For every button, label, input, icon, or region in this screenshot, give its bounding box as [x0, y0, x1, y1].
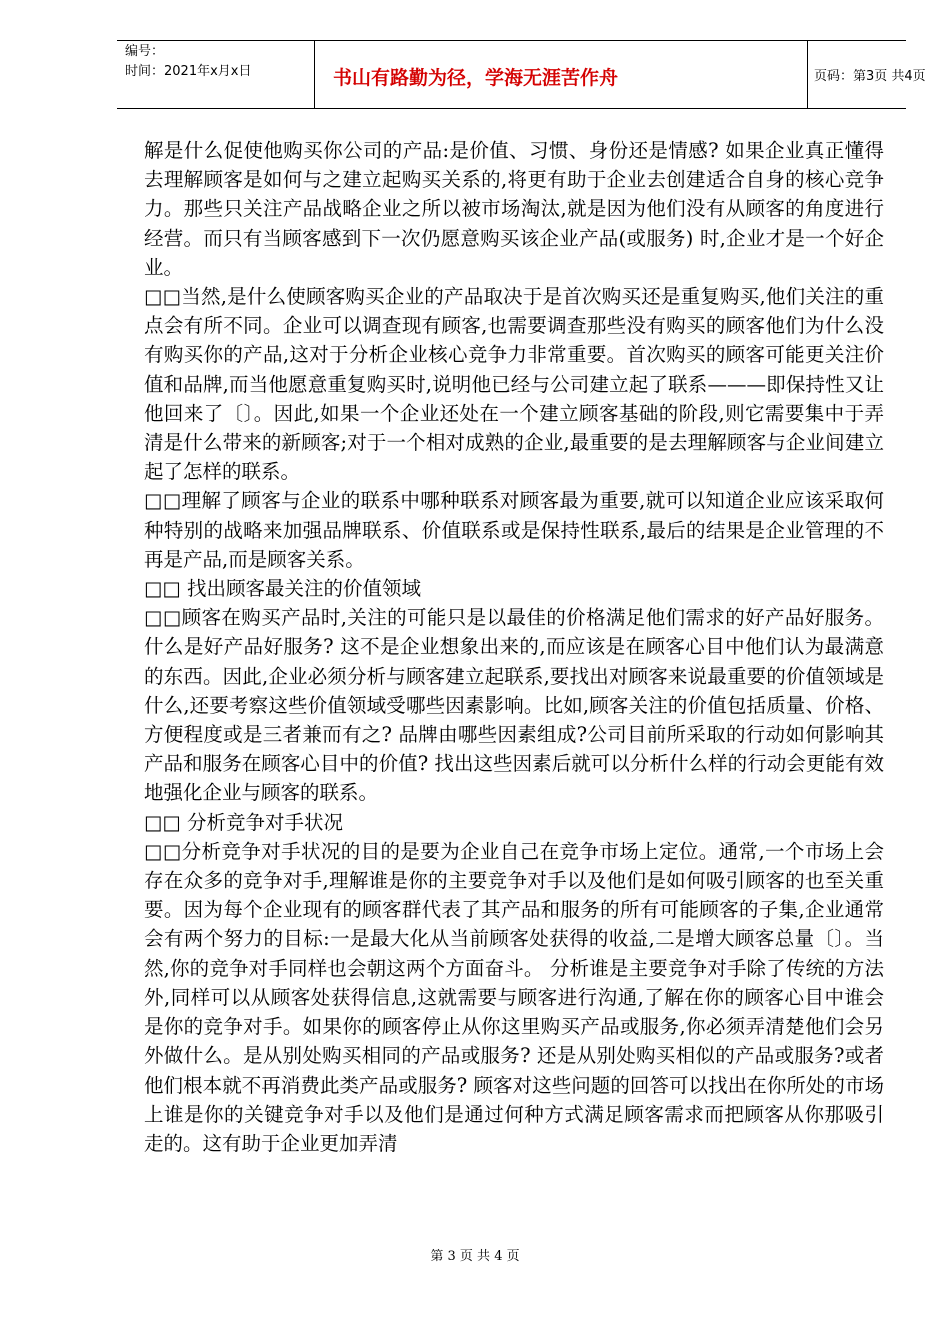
paragraph: 解是什么促使他购买你公司的产品:是价值、习惯、身份还是情感? 如果企业真正懂得去理解顾客是如何与之建立起购买关系的,将更有助于企业去创建适合自身的核心竞争力。那些只关注产品战略企业之所以被市场淘汰,就是因为他们没有从顾客的角度进行经营。而只有当顾客感到下一次仍愿意购买该企业产品(或服务) 时,企业才是一个好企业。	[144, 139, 884, 279]
header-page-number: 页码：第3页 共4页	[814, 69, 926, 84]
header-page-cell	[806, 41, 926, 108]
paragraph: □□顾客在购买产品时,关注的可能只是以最佳的价格满足他们需求的好产品好服务。什么是好产品好服务? 这不是企业想象出来的,而应该是在顾客心目中他们认为最满意的东西。因此,企业必须分析与顾客建立起联系,要找出对顾客来说最重要的价值领域是什么,还要考察这些价值领域受哪些因素影响。比如,顾客关注的价值包括质量、价格、方便程度或是三者兼而有之? 品牌由哪些因素组成?公司目前所采取的行动如何影响其产品和服务在顾客心目中的价值? 找出这些因素后就可以分析什么样的行动会更能有效地强化企业与顾客的联系。	[144, 606, 884, 805]
page-footer: 第 3 页 共 4 页	[430, 1249, 520, 1264]
header-motto-cell	[314, 41, 808, 108]
section-heading: □□ 找出顾客最关注的价值领域	[144, 577, 422, 601]
document-body	[144, 136, 884, 1158]
page-header	[117, 40, 926, 109]
code-label: 编号：	[125, 44, 165, 59]
paragraph: □□分析竞争对手状况的目的是要为企业自己在竞争市场上定位。通常,一个市场上会存在众多的竞争对手,理解谁是你的主要竞争对手以及他们是如何吸引顾客的也至关重要。因为每个企业现有的顾客群代表了其产品和服务的所有可能顾客的子集,企业通常会有两个努力的目标:一是最大化从当前顾客处获得的收益,二是增大顾客总量〔〕。当然,你的竞争对手同样也会朝这两个方面奋斗。 分析谁是主要竞争对手除了传统的方法外,同样可以从顾客处获得信息,这就需要与顾客进行沟通,了解在你的顾客心目中谁会是你的竞争对手。如果你的顾客停止从你这里购买产品或服务,你必须弄清楚他们会另外做什么。是从别处购买相同的产品或服务? 还是从别处购买相似的产品或服务?或者他们根本就不再消费此类产品或服务? 顾客对这些问题的回答可以找出在你所处的市场上谁是你的关键竞争对手以及他们是通过何种方式满足顾客需求而把顾客从你那吸引走的。这有助于企业更加弄清	[144, 839, 884, 1155]
paragraph: □□理解了顾客与企业的联系中哪种联系对顾客最为重要,就可以知道企业应该采取何种特别的战略来加强品牌联系、价值联系或是保持性联系,最后的结果是企业管理的不再是产品,而是顾客关系。	[144, 489, 884, 571]
section-heading: □□ 分析竞争对手状况	[144, 810, 344, 834]
time-label: 时间：2021年x月x日	[125, 64, 252, 79]
header-meta-cell	[117, 41, 314, 108]
paragraph: □□当然,是什么使顾客购买企业的产品取决于是首次购买还是重复购买,他们关注的重点会有所不同。企业可以调查现有顾客,也需要调查那些没有购买的顾客他们为什么没有购买你的产品,这对于分析企业核心竞争力非常重要。首次购买的顾客可能更关注价值和品牌,而当他愿意重复购买时,说明他已经与公司建立起了联系———即保持性又让他回来了〔〕。因此,如果一个企业还处在一个建立顾客基础的阶段,则它需要集中于弄清是什么带来的新顾客;对于一个相对成熟的企业,最重要的是去理解顾客与企业间建立起了怎样的联系。	[144, 285, 884, 484]
header-motto: 书山有路勤为径，学海无涯苦作舟	[333, 67, 619, 89]
